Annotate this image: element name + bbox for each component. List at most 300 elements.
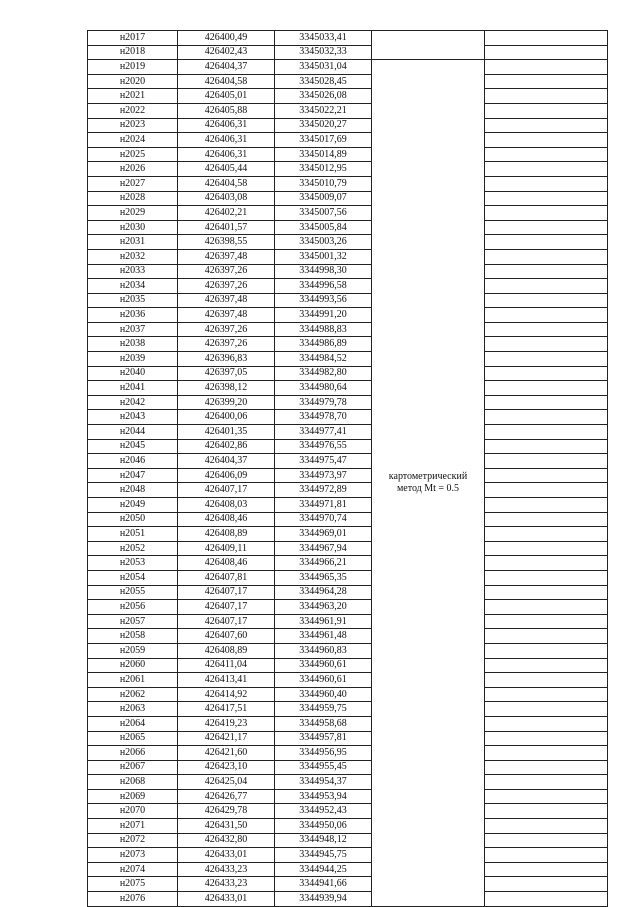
table-row [88,716,608,731]
point-id-cell: н2070 [88,804,178,819]
x-coordinate-cell: 426397,05 [178,366,275,381]
description-cell [485,614,608,629]
table-row [88,206,608,221]
table-row [88,702,608,717]
point-id-cell: н2020 [88,74,178,89]
table-row [88,687,608,702]
x-coordinate-cell: 426429,78 [178,804,275,819]
point-id-cell: н2067 [88,760,178,775]
table-row [88,264,608,279]
x-coordinate-cell: 426398,12 [178,381,275,396]
x-coordinate-cell: 426411,04 [178,658,275,673]
point-id-cell: н2035 [88,293,178,308]
description-cell [485,570,608,585]
y-coordinate-cell: 3344941,66 [275,877,372,892]
y-coordinate-cell: 3345003,26 [275,235,372,250]
y-coordinate-cell: 3345026,08 [275,89,372,104]
table-row [88,31,608,46]
x-coordinate-cell: 426414,92 [178,687,275,702]
description-cell [485,541,608,556]
point-id-cell: н2034 [88,279,178,294]
table-row [88,833,608,848]
y-coordinate-cell: 3345031,04 [275,60,372,75]
point-id-cell: н2027 [88,176,178,191]
description-cell [485,877,608,892]
point-id-cell: н2032 [88,249,178,264]
description-cell [485,556,608,571]
point-id-cell: н2058 [88,629,178,644]
description-cell [485,892,608,907]
point-id-cell: н2017 [88,31,178,46]
x-coordinate-cell: 426408,46 [178,512,275,527]
y-coordinate-cell: 3344978,70 [275,410,372,425]
description-cell [485,439,608,454]
x-coordinate-cell: 426425,04 [178,775,275,790]
description-cell [485,206,608,221]
table-row [88,570,608,585]
table-row [88,746,608,761]
point-id-cell: н2040 [88,366,178,381]
y-coordinate-cell: 3344970,74 [275,512,372,527]
x-coordinate-cell: 426408,89 [178,527,275,542]
x-coordinate-cell: 426417,51 [178,702,275,717]
point-id-cell: н2046 [88,454,178,469]
description-cell [485,600,608,615]
description-cell [485,381,608,396]
point-id-cell: н2036 [88,308,178,323]
description-cell [485,147,608,162]
x-coordinate-cell: 426401,35 [178,425,275,440]
y-coordinate-cell: 3344979,78 [275,395,372,410]
description-cell [485,804,608,819]
table-row [88,425,608,440]
table-row [88,498,608,513]
x-coordinate-cell: 426397,26 [178,337,275,352]
x-coordinate-cell: 426423,10 [178,760,275,775]
coordinate-sheet [87,30,607,904]
table-row [88,293,608,308]
table-row [88,804,608,819]
x-coordinate-cell: 426404,37 [178,454,275,469]
table-row [88,877,608,892]
table-row [88,760,608,775]
table-row [88,118,608,133]
x-coordinate-cell: 426404,58 [178,74,275,89]
coordinates-table-body [88,31,608,907]
table-row [88,337,608,352]
y-coordinate-cell: 3344952,43 [275,804,372,819]
y-coordinate-cell: 3344971,81 [275,498,372,513]
point-id-cell: н2048 [88,483,178,498]
y-coordinate-cell: 3344973,97 [275,468,372,483]
table-row [88,235,608,250]
point-id-cell: н2019 [88,60,178,75]
y-coordinate-cell: 3344969,01 [275,527,372,542]
point-id-cell: н2068 [88,775,178,790]
table-row [88,483,608,498]
table-row [88,147,608,162]
y-coordinate-cell: 3345014,89 [275,147,372,162]
table-row [88,308,608,323]
x-coordinate-cell: 426431,50 [178,819,275,834]
x-coordinate-cell: 426433,23 [178,862,275,877]
table-row [88,352,608,367]
description-cell [485,483,608,498]
description-cell [485,425,608,440]
table-row [88,410,608,425]
table-row [88,279,608,294]
table-row [88,775,608,790]
x-coordinate-cell: 426397,48 [178,249,275,264]
y-coordinate-cell: 3344977,41 [275,425,372,440]
description-cell [485,89,608,104]
table-row [88,220,608,235]
description-cell [485,337,608,352]
description-cell [485,118,608,133]
y-coordinate-cell: 3345020,27 [275,118,372,133]
point-id-cell: н2044 [88,425,178,440]
point-id-cell: н2029 [88,206,178,221]
table-row [88,658,608,673]
y-coordinate-cell: 3344960,61 [275,658,372,673]
point-id-cell: н2072 [88,833,178,848]
point-id-cell: н2051 [88,527,178,542]
x-coordinate-cell: 426407,17 [178,614,275,629]
description-cell [485,366,608,381]
point-id-cell: н2071 [88,819,178,834]
y-coordinate-cell: 3344988,83 [275,322,372,337]
point-id-cell: н2039 [88,352,178,367]
description-cell [485,643,608,658]
point-id-cell: н2064 [88,716,178,731]
point-id-cell: н2073 [88,848,178,863]
y-coordinate-cell: 3344963,20 [275,600,372,615]
x-coordinate-cell: 426432,80 [178,833,275,848]
y-coordinate-cell: 3345028,45 [275,74,372,89]
point-id-cell: н2053 [88,556,178,571]
point-id-cell: н2024 [88,133,178,148]
x-coordinate-cell: 426397,26 [178,322,275,337]
point-id-cell: н2042 [88,395,178,410]
x-coordinate-cell: 426408,03 [178,498,275,513]
description-cell [485,31,608,46]
y-coordinate-cell: 3344996,58 [275,279,372,294]
description-cell [485,629,608,644]
table-row [88,439,608,454]
point-id-cell: н2060 [88,658,178,673]
y-coordinate-cell: 3344961,48 [275,629,372,644]
table-row [88,556,608,571]
description-cell [485,235,608,250]
point-id-cell: н2030 [88,220,178,235]
table-row [88,731,608,746]
point-id-cell: н2075 [88,877,178,892]
table-row [88,643,608,658]
point-id-cell: н2059 [88,643,178,658]
x-coordinate-cell: 426401,57 [178,220,275,235]
description-cell [485,746,608,761]
table-row [88,395,608,410]
y-coordinate-cell: 3344964,28 [275,585,372,600]
x-coordinate-cell: 426405,44 [178,162,275,177]
y-coordinate-cell: 3345022,21 [275,103,372,118]
x-coordinate-cell: 426402,21 [178,206,275,221]
point-id-cell: н2018 [88,45,178,60]
x-coordinate-cell: 426433,01 [178,848,275,863]
point-id-cell: н2031 [88,235,178,250]
point-id-cell: н2049 [88,498,178,513]
point-id-cell: н2055 [88,585,178,600]
description-cell [485,789,608,804]
table-row [88,60,608,75]
y-coordinate-cell: 3344955,45 [275,760,372,775]
point-id-cell: н2076 [88,892,178,907]
y-coordinate-cell: 3344991,20 [275,308,372,323]
y-coordinate-cell: 3345007,56 [275,206,372,221]
x-coordinate-cell: 426400,49 [178,31,275,46]
x-coordinate-cell: 426404,37 [178,60,275,75]
x-coordinate-cell: 426397,48 [178,293,275,308]
x-coordinate-cell: 426403,08 [178,191,275,206]
point-id-cell: н2063 [88,702,178,717]
coordinates-table [87,30,608,907]
table-row [88,848,608,863]
description-cell [485,454,608,469]
y-coordinate-cell: 3344966,21 [275,556,372,571]
description-cell [485,585,608,600]
point-id-cell: н2061 [88,673,178,688]
table-row [88,74,608,89]
y-coordinate-cell: 3344984,52 [275,352,372,367]
y-coordinate-cell: 3345005,84 [275,220,372,235]
description-cell [485,249,608,264]
y-coordinate-cell: 3344960,40 [275,687,372,702]
y-coordinate-cell: 3344960,61 [275,673,372,688]
y-coordinate-cell: 3345032,33 [275,45,372,60]
description-cell [485,60,608,75]
x-coordinate-cell: 426406,31 [178,147,275,162]
description-cell [485,395,608,410]
description-cell [485,45,608,60]
y-coordinate-cell: 3344998,30 [275,264,372,279]
x-coordinate-cell: 426407,17 [178,600,275,615]
table-row [88,527,608,542]
description-cell [485,673,608,688]
method-top-cell [372,31,485,60]
description-cell [485,176,608,191]
x-coordinate-cell: 426406,31 [178,118,275,133]
description-cell [485,848,608,863]
table-row [88,862,608,877]
x-coordinate-cell: 426408,89 [178,643,275,658]
description-cell [485,410,608,425]
y-coordinate-cell: 3344948,12 [275,833,372,848]
y-coordinate-cell: 3344960,83 [275,643,372,658]
description-cell [485,658,608,673]
accuracy-method-cell [372,60,485,906]
table-row [88,819,608,834]
description-cell [485,191,608,206]
x-coordinate-cell: 426407,81 [178,570,275,585]
point-id-cell: н2022 [88,103,178,118]
description-cell [485,716,608,731]
x-coordinate-cell: 426433,01 [178,892,275,907]
description-cell [485,352,608,367]
description-cell [485,702,608,717]
y-coordinate-cell: 3344959,75 [275,702,372,717]
x-coordinate-cell: 426404,58 [178,176,275,191]
table-row [88,541,608,556]
table-row [88,89,608,104]
table-row [88,512,608,527]
point-id-cell: н2028 [88,191,178,206]
description-cell [485,512,608,527]
y-coordinate-cell: 3344945,75 [275,848,372,863]
description-cell [485,760,608,775]
y-coordinate-cell: 3345012,95 [275,162,372,177]
table-row [88,892,608,907]
y-coordinate-cell: 3344944,25 [275,862,372,877]
y-coordinate-cell: 3344950,06 [275,819,372,834]
point-id-cell: н2047 [88,468,178,483]
x-coordinate-cell: 426400,06 [178,410,275,425]
description-cell [485,74,608,89]
y-coordinate-cell: 3344939,94 [275,892,372,907]
table-row [88,162,608,177]
y-coordinate-cell: 3345001,32 [275,249,372,264]
point-id-cell: н2026 [88,162,178,177]
point-id-cell: н2054 [88,570,178,585]
point-id-cell: н2066 [88,746,178,761]
y-coordinate-cell: 3345017,69 [275,133,372,148]
y-coordinate-cell: 3344975,47 [275,454,372,469]
x-coordinate-cell: 426421,60 [178,746,275,761]
x-coordinate-cell: 426426,77 [178,789,275,804]
x-coordinate-cell: 426413,41 [178,673,275,688]
y-coordinate-cell: 3344993,56 [275,293,372,308]
table-row [88,600,608,615]
y-coordinate-cell: 3344965,35 [275,570,372,585]
x-coordinate-cell: 426407,60 [178,629,275,644]
description-cell [485,293,608,308]
point-id-cell: н2056 [88,600,178,615]
table-row [88,629,608,644]
table-row [88,176,608,191]
y-coordinate-cell: 3344961,91 [275,614,372,629]
point-id-cell: н2069 [88,789,178,804]
description-cell [485,264,608,279]
method-name: картометрический [388,470,468,482]
y-coordinate-cell: 3344957,81 [275,731,372,746]
description-cell [485,687,608,702]
x-coordinate-cell: 426397,48 [178,308,275,323]
y-coordinate-cell: 3345009,07 [275,191,372,206]
table-row [88,45,608,60]
table-row [88,789,608,804]
point-id-cell: н2045 [88,439,178,454]
description-cell [485,103,608,118]
method-accuracy: метод Mt = 0.5 [396,482,460,494]
table-row [88,614,608,629]
x-coordinate-cell: 426433,23 [178,877,275,892]
y-coordinate-cell: 3344953,94 [275,789,372,804]
y-coordinate-cell: 3344976,55 [275,439,372,454]
table-row [88,673,608,688]
y-coordinate-cell: 3344967,94 [275,541,372,556]
x-coordinate-cell: 426409,11 [178,541,275,556]
x-coordinate-cell: 426407,17 [178,483,275,498]
point-id-cell: н2065 [88,731,178,746]
description-cell [485,279,608,294]
description-cell [485,133,608,148]
x-coordinate-cell: 426397,26 [178,264,275,279]
point-id-cell: н2062 [88,687,178,702]
x-coordinate-cell: 426406,31 [178,133,275,148]
point-id-cell: н2052 [88,541,178,556]
point-id-cell: н2038 [88,337,178,352]
table-row [88,454,608,469]
y-coordinate-cell: 3345033,41 [275,31,372,46]
table-row [88,103,608,118]
x-coordinate-cell: 426398,55 [178,235,275,250]
y-coordinate-cell: 3344986,89 [275,337,372,352]
y-coordinate-cell: 3344982,80 [275,366,372,381]
table-row [88,191,608,206]
x-coordinate-cell: 426405,88 [178,103,275,118]
x-coordinate-cell: 426406,09 [178,468,275,483]
description-cell [485,731,608,746]
table-row [88,381,608,396]
y-coordinate-cell: 3344972,89 [275,483,372,498]
x-coordinate-cell: 426397,26 [178,279,275,294]
point-id-cell: н2023 [88,118,178,133]
x-coordinate-cell: 426408,46 [178,556,275,571]
description-cell [485,819,608,834]
y-coordinate-cell: 3344958,68 [275,716,372,731]
description-cell [485,468,608,483]
table-row [88,322,608,337]
description-cell [485,527,608,542]
y-coordinate-cell: 3344956,95 [275,746,372,761]
table-row [88,366,608,381]
y-coordinate-cell: 3344980,64 [275,381,372,396]
description-cell [485,862,608,877]
description-cell [485,162,608,177]
description-cell [485,308,608,323]
point-id-cell: н2050 [88,512,178,527]
x-coordinate-cell: 426396,83 [178,352,275,367]
description-cell [485,322,608,337]
point-id-cell: н2074 [88,862,178,877]
table-row [88,585,608,600]
y-coordinate-cell: 3345010,79 [275,176,372,191]
x-coordinate-cell: 426405,01 [178,89,275,104]
y-coordinate-cell: 3344954,37 [275,775,372,790]
point-id-cell: н2025 [88,147,178,162]
table-row [88,133,608,148]
point-id-cell: н2037 [88,322,178,337]
x-coordinate-cell: 426402,86 [178,439,275,454]
x-coordinate-cell: 426402,43 [178,45,275,60]
point-id-cell: н2033 [88,264,178,279]
x-coordinate-cell: 426399,20 [178,395,275,410]
table-row [88,249,608,264]
description-cell [485,220,608,235]
point-id-cell: н2057 [88,614,178,629]
point-id-cell: н2021 [88,89,178,104]
description-cell [485,833,608,848]
x-coordinate-cell: 426407,17 [178,585,275,600]
